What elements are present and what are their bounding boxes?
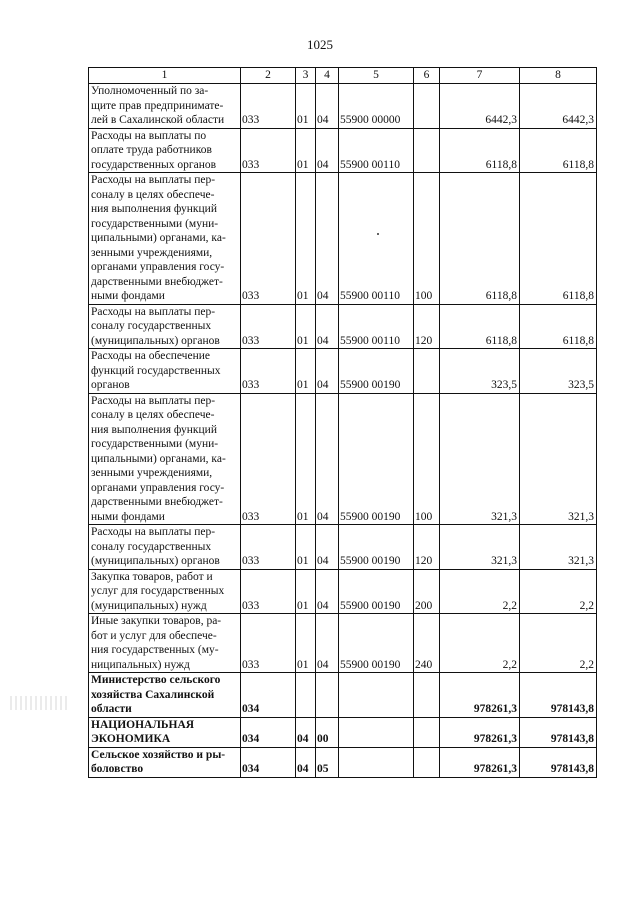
cell-c2: 033 [241,304,296,349]
cell-c3: 01 [296,393,316,525]
cell-c6 [414,128,440,173]
cell-c7: 6118,8 [440,128,520,173]
cell-c4: 04 [316,173,339,305]
cell-c3: 01 [296,128,316,173]
cell-c7: 978261,3 [440,717,520,747]
cell-c8: 978143,8 [520,717,597,747]
cell-c7: 2,2 [440,569,520,614]
table-row [89,393,597,525]
column-header: 1 [89,68,241,84]
cell-c5: 55900 00190 [339,393,414,525]
cell-c3: 01 [296,304,316,349]
row-name: Закупка товаров, работ и услуг для государственных (муниципальных) нужд [89,569,241,614]
cell-c5: 55900 00190 [339,614,414,673]
cell-c2: 034 [241,747,296,777]
budget-table [88,67,597,778]
table-row [89,84,597,129]
table-row [89,304,597,349]
cell-c5 [339,673,414,718]
cell-c8: 6118,8 [520,173,597,305]
cell-c7: 323,5 [440,349,520,394]
column-header: 6 [414,68,440,84]
cell-c6: 200 [414,569,440,614]
column-header: 3 [296,68,316,84]
cell-c8: 978143,8 [520,747,597,777]
cell-c2: 033 [241,393,296,525]
cell-c8: 6118,8 [520,304,597,349]
cell-c8: 321,3 [520,393,597,525]
cell-c3: 01 [296,349,316,394]
cell-c6: 120 [414,304,440,349]
cell-c3: 01 [296,84,316,129]
cell-c7: 6118,8 [440,304,520,349]
cell-c5: 55900 00110 [339,304,414,349]
table-row [89,673,597,718]
cell-c4: 04 [316,84,339,129]
column-header: 5 [339,68,414,84]
cell-c7: 978261,3 [440,673,520,718]
cell-c6 [414,84,440,129]
cell-c5 [339,747,414,777]
cell-c6 [414,747,440,777]
cell-c6: 120 [414,525,440,570]
table-row [89,717,597,747]
cell-c3: 01 [296,569,316,614]
cell-c8: 978143,8 [520,673,597,718]
cell-c8: 6118,8 [520,128,597,173]
cell-c3: 04 [296,747,316,777]
cell-c7: 2,2 [440,614,520,673]
cell-c5: 55900 00110 [339,173,414,305]
row-name: Расходы на выплаты пер- соналу государственных (муниципальных) органов [89,525,241,570]
cell-c4: 04 [316,393,339,525]
cell-c3 [296,673,316,718]
cell-c2: 034 [241,717,296,747]
column-header: 7 [440,68,520,84]
cell-c4: 04 [316,614,339,673]
cell-c4 [316,673,339,718]
page-number: 1025 [307,37,333,52]
cell-c4: 04 [316,304,339,349]
cell-c3: 01 [296,525,316,570]
row-name: Иные закупки товаров, ра- бот и услуг для обеспече- ния государственных (му- ниципальных) нужд [89,614,241,673]
row-name: Расходы на обеспечение функций государственных органов [89,349,241,394]
cell-c7: 321,3 [440,393,520,525]
cell-c2: 033 [241,128,296,173]
table-row [89,173,597,305]
row-name: НАЦИОНАЛЬНАЯ ЭКОНОМИКА [89,717,241,747]
cell-c4: 00 [316,717,339,747]
row-name: Министерство сельского хозяйства Сахалинской области [89,673,241,718]
cell-c6 [414,349,440,394]
cell-c8: 2,2 [520,614,597,673]
cell-c5: 55900 00190 [339,349,414,394]
row-name: Расходы на выплаты пер- соналу государственных (муниципальных) органов [89,304,241,349]
cell-c2: 033 [241,569,296,614]
row-name: Уполномоченный по за- щите прав предпринимате- лей в Сахалинской области [89,84,241,129]
cell-c6: 100 [414,173,440,305]
scan-artifact [10,696,70,710]
cell-c5: 55900 00000 [339,84,414,129]
table-row [89,128,597,173]
column-header-row [89,68,597,84]
column-header: 2 [241,68,296,84]
cell-c4: 04 [316,349,339,394]
cell-c8: 323,5 [520,349,597,394]
cell-c6 [414,717,440,747]
table-row [89,349,597,394]
table-row [89,569,597,614]
cell-c5: 55900 00190 [339,569,414,614]
cell-c2: 033 [241,525,296,570]
cell-c4: 04 [316,569,339,614]
scan-dot [377,233,379,235]
cell-c5: 55900 00110 [339,128,414,173]
cell-c8: 6442,3 [520,84,597,129]
cell-c2: 033 [241,84,296,129]
cell-c8: 321,3 [520,525,597,570]
cell-c8: 2,2 [520,569,597,614]
table-row [89,614,597,673]
cell-c6: 240 [414,614,440,673]
table-row [89,747,597,777]
cell-c2: 033 [241,349,296,394]
cell-c7: 6442,3 [440,84,520,129]
cell-c2: 034 [241,673,296,718]
cell-c6: 100 [414,393,440,525]
cell-c5: 55900 00190 [339,525,414,570]
cell-c7: 978261,3 [440,747,520,777]
cell-c7: 321,3 [440,525,520,570]
column-header: 8 [520,68,597,84]
cell-c4: 04 [316,525,339,570]
cell-c2: 033 [241,173,296,305]
cell-c5 [339,717,414,747]
table-row [89,525,597,570]
cell-c7: 6118,8 [440,173,520,305]
cell-c4: 04 [316,128,339,173]
row-name: Расходы на выплаты пер- соналу в целях обеспече- ния выполнения функций государственными (муни- ципальными) органами, ка- зенными учреждениями, органами управления госу- дарственными внебюджет- ными фондами [89,393,241,525]
column-header: 4 [316,68,339,84]
cell-c3: 04 [296,717,316,747]
cell-c6 [414,673,440,718]
cell-c3: 01 [296,614,316,673]
cell-c3: 01 [296,173,316,305]
cell-c4: 05 [316,747,339,777]
row-name: Расходы на выплаты пер- соналу в целях обеспече- ния выполнения функций государственными (муни- ципальными) органами, ка- зенными учреждениями, органами управления госу- дарственными внебюджет- ными фондами [89,173,241,305]
row-name: Расходы на выплаты по оплате труда работников государственных органов [89,128,241,173]
row-name: Сельское хозяйство и ры- боловство [89,747,241,777]
cell-c2: 033 [241,614,296,673]
